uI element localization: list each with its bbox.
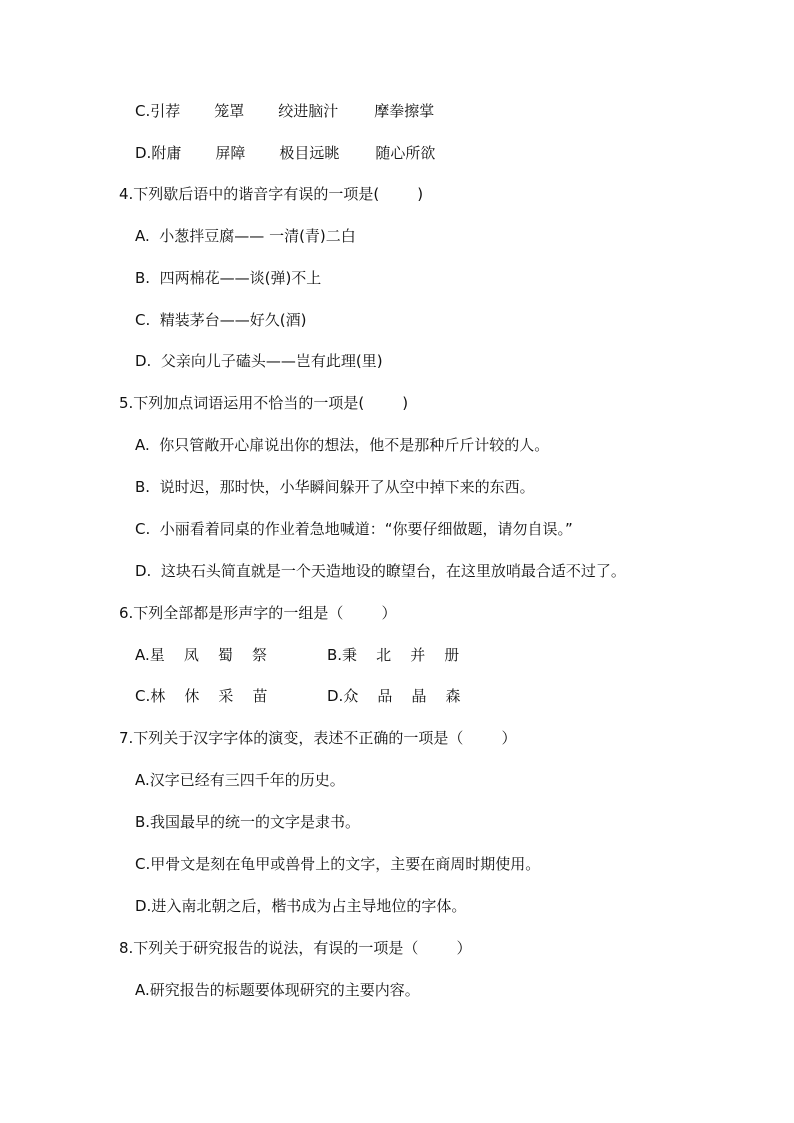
q7-option-b: B.我国最早的统一的文字是隶书。: [135, 813, 361, 831]
option-label: C.: [135, 102, 151, 120]
q4-option-a: A. 小葱拌豆腐—— 一清(青)二白: [135, 227, 356, 245]
q6-stem: 6.下列全部都是形声字的一组是（ ）: [119, 604, 397, 622]
q4-stem: 4.下列歇后语中的谐音字有误的一项是( ): [119, 185, 424, 203]
q5-option-d: D. 这块石头简直就是一个天造地设的瞭望台，在这里放哨最合适不过了。: [135, 562, 626, 580]
q5-option-a: A. 你只管敞开心扉说出你的想法，他不是那种斤斤计较的人。: [135, 436, 550, 454]
q8-option-a: A.研究报告的标题要体现研究的主要内容。: [135, 981, 420, 999]
q3-option-d: [135, 143, 435, 163]
option-word: 引荐: [150, 102, 181, 120]
q6-option-d: D.众 品 晶 森: [327, 687, 461, 705]
q4-option-d: D. 父亲向儿子磕头——岂有此理(里): [135, 352, 383, 370]
q4-option-c: C. 精装茅台——好久(酒): [135, 311, 307, 329]
q4-option-b: B. 四两棉花——谈(弹)不上: [135, 269, 322, 287]
q7-option-a: A.汉字已经有三四千年的历史。: [135, 771, 345, 789]
q6-option-c: C.林 休 采 苗: [135, 687, 268, 705]
q6-option-b: B.秉 北 并 册: [327, 646, 460, 664]
q6-option-a: A.星 凤 蜀 祭: [135, 646, 267, 664]
q3-option-c: [135, 101, 434, 121]
q7-option-c: C.甲骨文是刻在龟甲或兽骨上的文字，主要在商周时期使用。: [135, 855, 541, 873]
q5-option-b: B. 说时迟，那时快，小华瞬间躲开了从空中掉下来的东西。: [135, 478, 535, 496]
option-label: D.: [135, 144, 152, 162]
option-word: 附庸: [151, 144, 182, 162]
q5-stem: 5.下列加点词语运用不恰当的一项是( ): [119, 394, 409, 412]
q7-option-d: D.进入南北朝之后，楷书成为占主导地位的字体。: [135, 897, 467, 915]
option-word: 笼罩: [214, 102, 245, 120]
q7-stem: 7.下列关于汉字字体的演变，表述不正确的一项是（ ）: [119, 729, 517, 747]
q8-stem: 8.下列关于研究报告的说法，有误的一项是（ ）: [119, 939, 472, 957]
option-word: 屏障: [215, 144, 246, 162]
q5-option-c: C. 小丽看着同桌的作业着急地喊道：“你要仔细做题，请勿自误。”: [135, 520, 573, 538]
option-word: 摩拳擦掌: [374, 102, 435, 120]
option-word: 极目远眺: [279, 144, 340, 162]
option-word: 绞进脑汁: [278, 102, 339, 120]
option-word: 随心所欲: [375, 144, 436, 162]
